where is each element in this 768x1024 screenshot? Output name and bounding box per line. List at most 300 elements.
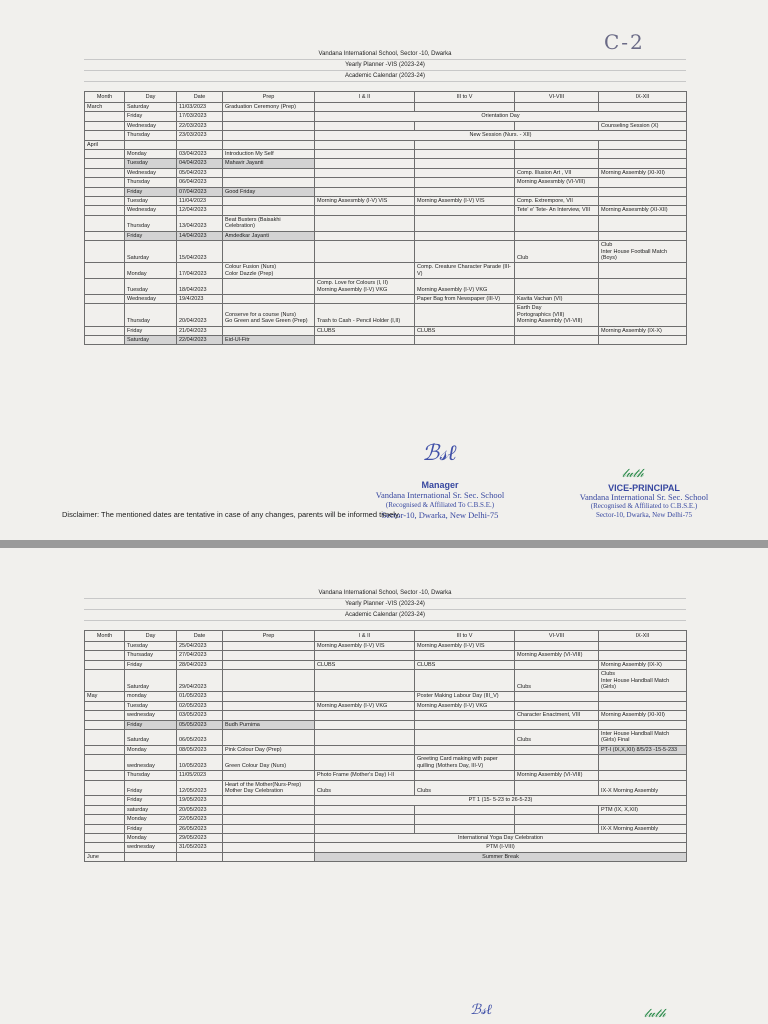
table-cell [599,187,687,196]
planner-title: Yearly Planner -VIS (2023-24) [84,599,686,610]
table-cell: PTM (I-VIII) [315,843,687,852]
table-cell [85,159,125,168]
table-cell [85,131,125,140]
table-cell: Trash to Cash - Pencil Holder (I,II) [315,304,415,326]
column-header: Date [177,631,223,642]
table-cell: Heart of the Mother(Nurs-Prep) Mother Day Celebration [223,780,315,796]
column-header: Day [125,631,177,642]
table-cell [315,824,415,833]
table-cell [415,150,515,159]
table-cell [85,178,125,187]
table-cell: Orientation Day [315,112,687,121]
table-cell [85,711,125,720]
table-cell: Morning Assembly (VI-VIII) [515,651,599,660]
table-cell [599,335,687,344]
table-cell: Morning Assembly (IX-X) [599,326,687,335]
table-cell: Morning Assesmbly (VI-VIII) [515,178,599,187]
table-cell: Colour Fusion (Nurs) Color Dazzle (Prep) [223,263,315,279]
calendar-title: Academic Calendar (2023-24) [84,610,686,621]
table-cell [315,206,415,215]
table-cell [599,215,687,231]
table-row [85,231,687,240]
table-cell: 17/03/2023 [177,112,223,121]
table-cell [315,150,415,159]
school-name: Vandana International School, Sector -10, Dwarka [84,588,686,599]
table-cell: 08/05/2023 [177,745,223,754]
table-cell: 21/04/2023 [177,326,223,335]
table-cell [223,796,315,805]
table-cell [599,178,687,187]
table-row [85,701,687,710]
table-cell: CLUBS [415,660,515,669]
table-cell [315,215,415,231]
table-cell [223,730,315,746]
table-row [85,660,687,669]
table-row [85,771,687,780]
table-cell: 20/05/2023 [177,805,223,814]
table-cell [515,720,599,729]
stamp-line: Sector-10, Dwarka, New Delhi-75 [595,511,693,519]
table-cell: 04/04/2023 [177,159,223,168]
table-cell: Friday [125,187,177,196]
table-cell: 10/05/2023 [177,755,223,771]
table-cell: IX-X Morning Assembly [599,824,687,833]
table-cell: 26/05/2023 [177,824,223,833]
table-cell [85,642,125,651]
column-header: VI-VIII [515,92,599,103]
table-cell: April [85,140,125,149]
table-cell: 13/04/2023 [177,215,223,231]
vice-principal-signature: 𝓁𝓊𝓉𝒽 [644,1006,666,1020]
table-cell [599,150,687,159]
table-cell: CLUBS [315,660,415,669]
table-cell [85,326,125,335]
table-cell: Green Colour Day (Nurs) [223,755,315,771]
column-header: I & II [315,631,415,642]
stamp-line: Vandana International Sr. Sec. School [375,490,505,500]
table-cell [515,701,599,710]
table-cell: Inter House Handball Match (Girls) Final [599,730,687,746]
column-header: Month [85,631,125,642]
table-cell [85,263,125,279]
table-cell: Morning Assembly (VI-VIII) [515,771,599,780]
table-cell [223,833,315,842]
table-cell: Morning Assembly (I-V) VKG [315,701,415,710]
table-cell [85,304,125,326]
table-cell [85,780,125,796]
table-cell [223,168,315,177]
manager-signature: ℬ𝓈ℓ [422,441,457,466]
table-cell [223,279,315,295]
table-cell: 28/04/2023 [177,660,223,669]
table-cell [515,745,599,754]
table-cell: New Session (Nurs. - XII) [315,131,687,140]
table-cell: 17/04/2023 [177,263,223,279]
table-cell [515,326,599,335]
table-cell: wednesday [125,843,177,852]
table-cell [223,140,315,149]
table-cell: wednesday [125,711,177,720]
column-header: IX-XII [599,631,687,642]
stamp-line: Sector-10, Dwarka, New Delhi-75 [381,510,499,520]
table-cell [223,843,315,852]
table-cell: Greeting Card making with paper quilling (Mothers Day, III-V) [415,755,515,771]
table-row [85,241,687,263]
table-cell [599,755,687,771]
table-cell: saturday [125,805,177,814]
table-cell [315,294,415,303]
document-header [84,49,686,82]
table-cell [515,805,599,814]
table-row [85,197,687,206]
table-cell [599,140,687,149]
table-cell [315,140,415,149]
table-row [85,215,687,231]
table-cell [85,660,125,669]
table-cell: 18/04/2023 [177,279,223,295]
table-cell [415,805,515,814]
table-row [85,206,687,215]
disclaimer: Disclaimer: The mentioned dates are tentative in case of any changes, parents will be informed timely. [62,510,401,519]
table-cell [223,294,315,303]
table-cell: Photo Frame (Mother's Day) I-II [315,771,415,780]
calendar-table-april-june [84,630,687,862]
table-cell [223,824,315,833]
table-cell [599,771,687,780]
table-cell [415,730,515,746]
table-cell: Tuesday [125,701,177,710]
table-cell [315,815,415,824]
table-cell: 07/04/2023 [177,187,223,196]
table-cell [85,197,125,206]
table-cell [415,103,515,112]
table-row [85,815,687,824]
table-cell [85,112,125,121]
table-cell [415,178,515,187]
table-cell [599,692,687,701]
table-cell [415,304,515,326]
table-cell: Friday [125,112,177,121]
table-cell [85,150,125,159]
table-cell [223,805,315,814]
table-cell: Tuesday [125,159,177,168]
table-cell [599,263,687,279]
table-cell [599,197,687,206]
table-cell [515,660,599,669]
table-cell [177,852,223,861]
table-cell [223,642,315,651]
table-cell [85,335,125,344]
table-cell [315,805,415,814]
table-cell [599,103,687,112]
table-cell: Morning Assembly (XI-XII) [599,711,687,720]
table-cell: March [85,103,125,112]
table-cell: Thursday [125,131,177,140]
table-cell: 31/05/2023 [177,843,223,852]
table-cell: Tete' e' Tete- An Interview, VIII [515,206,599,215]
table-cell: Clubs [515,730,599,746]
table-cell: Comp. Creature Character Parade (III-V) [415,263,515,279]
table-cell [515,755,599,771]
table-header-row [85,92,687,103]
table-cell [315,263,415,279]
table-cell [85,815,125,824]
table-cell [85,771,125,780]
table-cell [223,121,315,130]
table-cell: 14/04/2023 [177,231,223,240]
table-cell: 20/04/2023 [177,304,223,326]
table-cell: 11/04/2023 [177,197,223,206]
table-cell: Morning Assembly (I-V) VIS [415,197,515,206]
table-cell: 03/04/2023 [177,150,223,159]
table-row [85,711,687,720]
table-cell: Wednesday [125,121,177,130]
table-cell: Introduction My Self [223,150,315,159]
table-cell: Morning Assesmbly (I-V) VIS [315,197,415,206]
table-cell [515,335,599,344]
table-cell [515,140,599,149]
handwritten-page-mark: C-2 [604,30,645,54]
table-cell [85,121,125,130]
table-cell [415,206,515,215]
table-cell [315,168,415,177]
table-cell [415,159,515,168]
table-cell: Beat Busters (Baisakhi Celebration) [223,215,315,231]
table-cell: Budh Purnima [223,720,315,729]
table-cell: 06/05/2023 [177,730,223,746]
table-cell: Morning Assembly (I-V) VIS [415,642,515,651]
table-cell: 27/04/2023 [177,651,223,660]
stamp-line: Vandana International Sr. Sec. School [579,492,709,502]
table-cell: Saturday [125,730,177,746]
table-row [85,159,687,168]
table-cell [223,692,315,701]
table-row [85,824,687,833]
table-row [85,121,687,130]
table-cell [85,294,125,303]
column-header: IX-XII [599,92,687,103]
table-row [85,131,687,140]
stamp-title: VICE-PRINCIPAL [608,483,680,493]
table-cell [315,730,415,746]
table-cell [85,755,125,771]
table-cell [315,755,415,771]
table-cell [85,833,125,842]
column-header: Date [177,92,223,103]
table-cell [599,159,687,168]
table-cell: 12/04/2023 [177,206,223,215]
table-cell: Friday [125,780,177,796]
table-cell: 15/04/2023 [177,241,223,263]
table-row [85,780,687,796]
table-cell [599,651,687,660]
table-cell [515,780,599,796]
table-cell [85,701,125,710]
table-cell [125,140,177,149]
table-cell [223,771,315,780]
table-row [85,294,687,303]
table-cell [415,168,515,177]
table-cell: Graduation Ceremony (Prep) [223,103,315,112]
table-cell [223,651,315,660]
table-cell [85,241,125,263]
column-header: Day [125,92,177,103]
table-cell: 19/4/2023 [177,294,223,303]
table-cell [599,815,687,824]
table-cell: Monday [125,833,177,842]
table-cell: Morning Assesmbly (XI-XII) [599,206,687,215]
table-cell: Mahavir Jayanti [223,159,315,168]
table-cell: Comp. Love for Colours (I, II) Morning Assembly (I-V) VKG [315,279,415,295]
table-cell [85,670,125,692]
table-row [85,670,687,692]
table-cell: monday [125,692,177,701]
table-cell [415,711,515,720]
table-cell [85,745,125,754]
table-cell [599,642,687,651]
table-cell [315,335,415,344]
table-cell: Comp. Extrempore, VII [515,197,599,206]
table-cell: Character Enactment, VIII [515,711,599,720]
table-cell [415,215,515,231]
table-cell [315,745,415,754]
table-row [85,843,687,852]
table-cell: CLUBS [415,326,515,335]
table-header-row [85,631,687,642]
table-cell: Saturday [125,241,177,263]
table-cell: Conserve for a course (Nurs) Go Green and Save Green (Prep) [223,304,315,326]
table-row [85,833,687,842]
table-cell: Friday [125,326,177,335]
table-cell: Monday [125,263,177,279]
calendar-page-2 [0,548,768,1024]
stamp-line: (Recognised & Affiliated to C.B.S.E.) [590,502,698,510]
table-cell [223,178,315,187]
column-header: Prep [223,92,315,103]
calendar-title: Academic Calendar (2023-24) [84,71,686,82]
table-cell: 02/05/2023 [177,701,223,710]
vice-principal-signature: 𝓁𝓊𝓉𝒽 [622,466,644,480]
table-cell [515,642,599,651]
table-cell [599,231,687,240]
table-cell [599,294,687,303]
table-cell: wednesday [125,755,177,771]
table-cell [415,670,515,692]
stamp-title: Manager [421,480,459,490]
table-cell: PT-I (IX,X,XII) 8/5/23 -15-5-233 [599,745,687,754]
table-cell [223,852,315,861]
table-cell: International Yoga Day Celebration [315,833,687,842]
table-row [85,730,687,746]
table-cell [223,711,315,720]
table-cell [85,843,125,852]
table-cell [415,335,515,344]
table-cell [515,159,599,168]
table-cell: Poster Making Labour Day (III_V) [415,692,515,701]
table-row [85,178,687,187]
table-cell [223,670,315,692]
planner-title: Yearly Planner -VIS (2023-24) [84,60,686,71]
table-cell [515,815,599,824]
table-cell [223,241,315,263]
table-cell: Friday [125,231,177,240]
table-cell [315,692,415,701]
table-cell: Morning Assembly (I-V) VKG [415,701,515,710]
table-cell [315,670,415,692]
table-cell: Tuesday [125,279,177,295]
table-cell: 11/03/2023 [177,103,223,112]
table-row [85,335,687,344]
table-cell: 06/04/2023 [177,178,223,187]
table-cell: Counseling Session (X) [599,121,687,130]
table-cell [315,103,415,112]
table-cell: Thursday [125,771,177,780]
table-cell: Good Friday [223,187,315,196]
table-row [85,304,687,326]
table-cell: Pink Colour Day (Prep) [223,745,315,754]
table-row [85,140,687,149]
table-cell [85,796,125,805]
table-cell [223,197,315,206]
table-cell [85,651,125,660]
table-cell: CLUBS [315,326,415,335]
table-cell: 03/05/2023 [177,711,223,720]
table-cell: Comp. Illusion Art , VII [515,168,599,177]
table-cell: 01/05/2023 [177,692,223,701]
table-row [85,326,687,335]
table-row [85,187,687,196]
table-cell: IX-X Morning Assembly [599,780,687,796]
table-cell [515,187,599,196]
table-cell: Monday [125,815,177,824]
table-cell: Morning Assembly (IX-X) [599,660,687,669]
column-header: Month [85,92,125,103]
table-cell [599,720,687,729]
table-row [85,805,687,814]
table-cell [223,206,315,215]
table-cell: Thursday [125,215,177,231]
table-cell: PTM (IX, X,XII) [599,805,687,814]
table-cell: Club Inter House Football Match (Boys) [599,241,687,263]
table-cell [515,263,599,279]
table-cell: Saturday [125,335,177,344]
table-cell [415,121,515,130]
table-cell [415,651,515,660]
table-cell [85,206,125,215]
table-cell: Club [515,241,599,263]
table-cell: Earth Day Portographics (VIII) Morning Assembly (VI-VIII) [515,304,599,326]
table-cell: Clubs Inter House Handball Match (Girls) [599,670,687,692]
table-cell: 22/03/2023 [177,121,223,130]
table-cell [85,215,125,231]
table-cell [415,231,515,240]
stamp-line: (Recognised & Affiliated To C.B.S.E.) [385,501,495,509]
table-cell: Thursday [125,178,177,187]
table-cell: Morning Assembly (I-V) VKG [415,279,515,295]
table-cell [515,150,599,159]
table-cell [315,720,415,729]
table-cell: Tuesday [125,642,177,651]
table-cell [223,660,315,669]
table-cell [415,187,515,196]
table-cell: Summer Break [315,852,687,861]
table-row [85,745,687,754]
table-cell [223,326,315,335]
table-cell [415,720,515,729]
table-cell: Morning Assembly (I-V) VIS [315,642,415,651]
table-cell [85,279,125,295]
table-cell: 19/05/2023 [177,796,223,805]
